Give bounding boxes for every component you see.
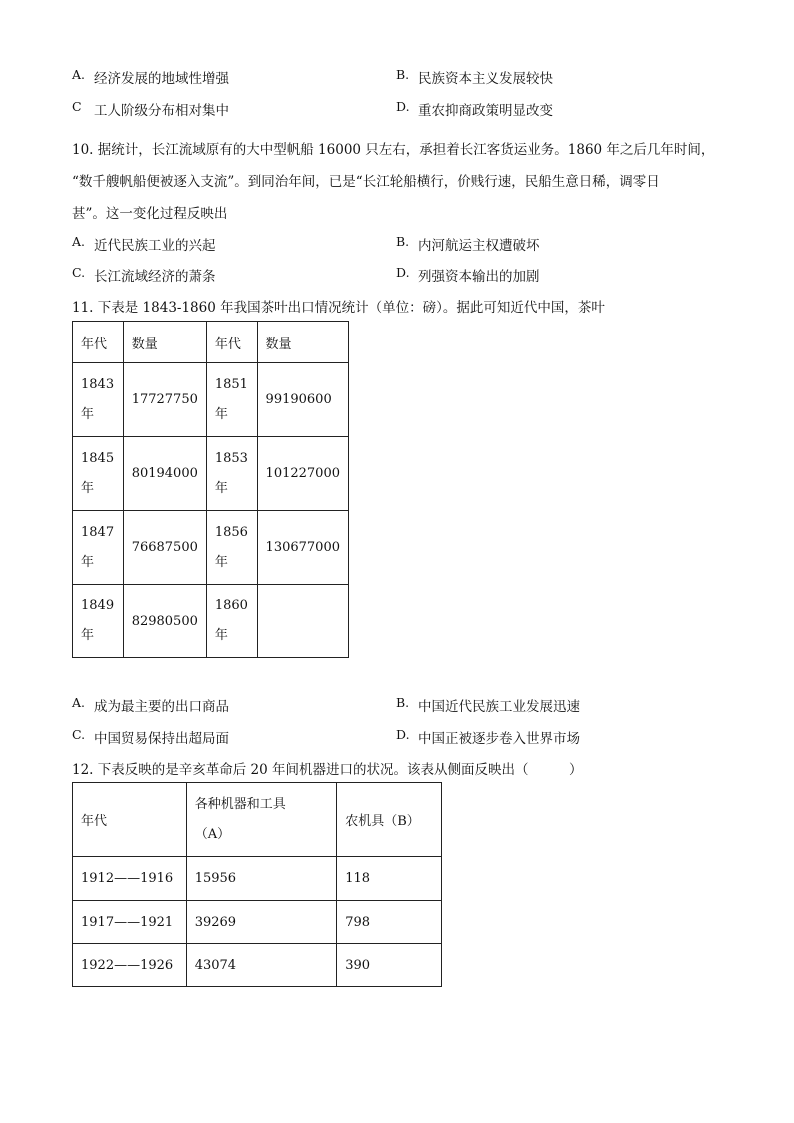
q10-option-d <box>396 265 540 285</box>
table-row <box>73 511 349 585</box>
q11-stem: 11. 下表是 1843-1860 年我国茶叶出口情况统计（单位：磅）。据此可知近代中国，茶叶 <box>72 300 605 316</box>
header-cell-quantity: 数量 <box>123 322 206 363</box>
header-cell-machines <box>186 783 337 857</box>
year-number: 1851 <box>214 376 248 392</box>
farm-tools-cell: 798 <box>337 901 442 944</box>
option-key: B. <box>396 695 410 710</box>
q10-stem-line-2: “数千艘帆船便被逐入支流”。到同治年间，已是“长江轮船横行，价贱行速，民船生意日稀，调零日 <box>72 174 660 190</box>
option-key: A. <box>72 695 86 710</box>
quantity-cell: 130677000 <box>257 511 348 585</box>
q11-tea-export-table <box>72 321 349 658</box>
option-text: 内河航运主权遭破坏 <box>418 238 540 254</box>
table-row <box>73 437 349 511</box>
year-suffix: 年 <box>214 480 228 496</box>
quantity-cell: 82980500 <box>123 585 206 658</box>
option-text: 经济发展的地域性增强 <box>94 71 229 87</box>
year-cell <box>73 585 124 658</box>
year-suffix: 年 <box>81 480 95 496</box>
q10-stem-line-3: 甚”。这一变化过程反映出 <box>72 206 228 222</box>
option-text: 成为最主要的出口商品 <box>94 699 229 715</box>
table-row <box>73 363 349 437</box>
option-key: B. <box>396 67 410 82</box>
year-number: 1845 <box>81 450 115 466</box>
table-row <box>73 585 349 658</box>
option-key: C <box>72 99 82 114</box>
table-header-row <box>73 783 442 857</box>
option-key: C. <box>72 727 86 742</box>
year-cell <box>206 585 257 658</box>
q10-stem-line-1: 10. 据统计，长江流域原有的大中型帆船 16000 只左右，承担着长江客货运业务。1860 年之后几年时间， <box>72 142 715 158</box>
year-cell <box>73 363 124 437</box>
header-machines-line-1: 各种机器和工具 <box>194 796 286 812</box>
table-row <box>73 901 442 944</box>
year-range-cell: 1922——1926 <box>73 944 187 987</box>
q10-option-b <box>396 234 540 254</box>
q11-option-d <box>396 727 580 747</box>
option-key: B. <box>396 234 410 249</box>
table-row <box>73 857 442 901</box>
year-number: 1847 <box>81 524 115 540</box>
q11-option-a <box>72 695 229 715</box>
year-suffix: 年 <box>81 628 95 643</box>
table-row <box>73 944 442 987</box>
q11-option-b <box>396 695 580 715</box>
year-range-cell: 1917——1921 <box>73 901 187 944</box>
farm-tools-cell: 390 <box>337 944 442 987</box>
year-cell <box>73 511 124 585</box>
option-text: 工人阶级分布相对集中 <box>94 103 229 119</box>
q10-stem <box>72 134 732 230</box>
q12-machine-import-table <box>72 782 442 987</box>
quantity-cell: 101227000 <box>257 437 348 511</box>
machines-cell: 15956 <box>186 857 337 901</box>
option-text: 中国正被逐步卷入世界市场 <box>418 731 580 747</box>
option-text: 民族资本主义发展较快 <box>418 71 553 87</box>
year-number: 1849 <box>81 598 115 613</box>
quantity-cell: 76687500 <box>123 511 206 585</box>
table-header-row <box>73 322 349 363</box>
q10-option-a <box>72 234 216 254</box>
header-cell-year: 年代 <box>73 322 124 363</box>
machines-cell: 43074 <box>186 944 337 987</box>
q9-option-c <box>72 99 229 119</box>
header-machines-line-2: （A） <box>194 826 231 842</box>
year-suffix: 年 <box>214 554 228 570</box>
header-cell-year: 年代 <box>73 783 187 857</box>
quantity-cell: 99190600 <box>257 363 348 437</box>
q12-stem: 12. 下表反映的是辛亥革命后 20 年间机器进口的状况。该表从侧面反映出（ ） <box>72 762 583 778</box>
option-text: 列强资本输出的加剧 <box>418 269 540 285</box>
option-key: C. <box>72 265 86 280</box>
year-cell <box>73 437 124 511</box>
year-cell <box>206 511 257 585</box>
quantity-cell: 17727750 <box>123 363 206 437</box>
option-text: 长江流域经济的萧条 <box>94 269 216 285</box>
q10-option-c <box>72 265 216 285</box>
year-number: 1856 <box>214 524 248 540</box>
year-number: 1843 <box>81 376 115 392</box>
farm-tools-cell: 118 <box>337 857 442 901</box>
year-cell <box>206 363 257 437</box>
quantity-cell <box>257 585 348 658</box>
year-range-cell: 1912——1916 <box>73 857 187 901</box>
option-text: 中国近代民族工业发展迅速 <box>418 699 580 715</box>
quantity-cell: 80194000 <box>123 437 206 511</box>
year-suffix: 年 <box>81 406 95 422</box>
header-cell-farm-tools: 农机具（B） <box>337 783 442 857</box>
year-suffix: 年 <box>214 406 228 422</box>
year-number: 1853 <box>214 450 248 466</box>
option-key: A. <box>72 234 86 249</box>
year-suffix: 年 <box>81 554 95 570</box>
option-text: 近代民族工业的兴起 <box>94 238 216 254</box>
header-cell-year: 年代 <box>206 322 257 363</box>
machines-cell: 39269 <box>186 901 337 944</box>
header-cell-quantity: 数量 <box>257 322 348 363</box>
q9-option-a <box>72 67 229 87</box>
option-text: 重农抑商政策明显改变 <box>418 103 553 119</box>
q11-option-c <box>72 727 229 747</box>
year-cell <box>206 437 257 511</box>
year-number: 1860 <box>214 598 248 613</box>
option-key: D. <box>396 727 410 742</box>
option-key: D. <box>396 265 410 280</box>
option-key: D. <box>396 99 410 114</box>
option-key: A. <box>72 67 86 82</box>
year-suffix: 年 <box>214 628 228 643</box>
option-text: 中国贸易保持出超局面 <box>94 731 229 747</box>
q9-option-d <box>396 99 553 119</box>
q9-option-b <box>396 67 553 87</box>
